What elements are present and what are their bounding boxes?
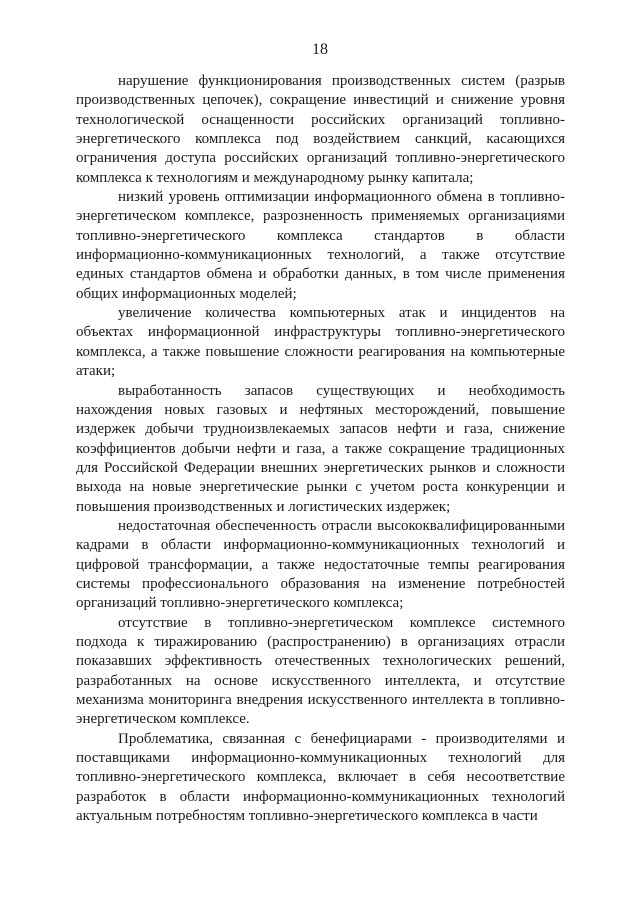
paragraph-computer-attacks: увеличение количества компьютерных атак и инцидентов на объектах информационной инфраструктуры топливно-энергетического комплекса, а также повышение сложности реагирования на компьютерные атаки;: [76, 305, 565, 380]
paragraph-ai-replication: отсутствие в топливно-энергетическом комплексе системного подхода к тиражированию (распространению) в организациях отрасли показавших эффективность отечественных технологических решений, разработанных на основе искусственного интеллекта, и отсутствие механизма мониторинга внедрения искусственного интеллекта в топливно-энергетическом комплексе.: [76, 614, 565, 728]
paragraph-reserves-depletion: выработанность запасов существующих и необходимость нахождения новых газовых и нефтяных месторождений, повышение издержек добычи трудноизвлекаемых запасов нефти и газа, снижение коэффициентов добычи нефти и газа, а также сокращение традиционных для Российской Федерации внешних энергетических рынков и сложности выхода на новые энергетические рынки с учетом роста конкуренции и повышения производственных и логистических издержек;: [76, 382, 565, 515]
paragraph-production-disruption: нарушение функционирования производственных систем (разрыв производственных цепочек), сокращение инвестиций и снижение уровня технологической оснащенности российских организаций топливно-энергетического комплекса под воздействием санкций, касающихся ограничения доступа российских организаций топливно-энергетического комплекса к технологиям и международному рынку капитала;: [76, 73, 565, 186]
paragraph-beneficiaries: Проблематика, связанная с бенефициарами - производителями и поставщиками информационно-коммуникационных технологий для топливно-энергетического комплекса, включает в себя несоответствие разработок в области информационно-коммуникационных технологий актуальным потребностям топливно-энергетического комплекса в части: [76, 730, 565, 825]
paragraph-information-exchange: низкий уровень оптимизации информационного обмена в топливно-энергетическом комплексе, разрозненность применяемых организациями топливно-энергетического комплекса стандартов в области информационно-коммуникационных технологий, а также отсутствие единых стандартов обмена и обработки данных, в том числе применения общих информационных моделей;: [76, 189, 565, 302]
document-body: [76, 72, 565, 826]
paragraph-personnel-shortage: недостаточная обеспеченность отрасли высококвалифицированными кадрами в области информационно-коммуникационных технологий и цифровой трансформации, а также недостаточные темпы реагирования системы профессионального образования на изменение потребностей организаций топливно-энергетического комплекса;: [76, 517, 565, 612]
page-number: 18: [312, 41, 328, 58]
